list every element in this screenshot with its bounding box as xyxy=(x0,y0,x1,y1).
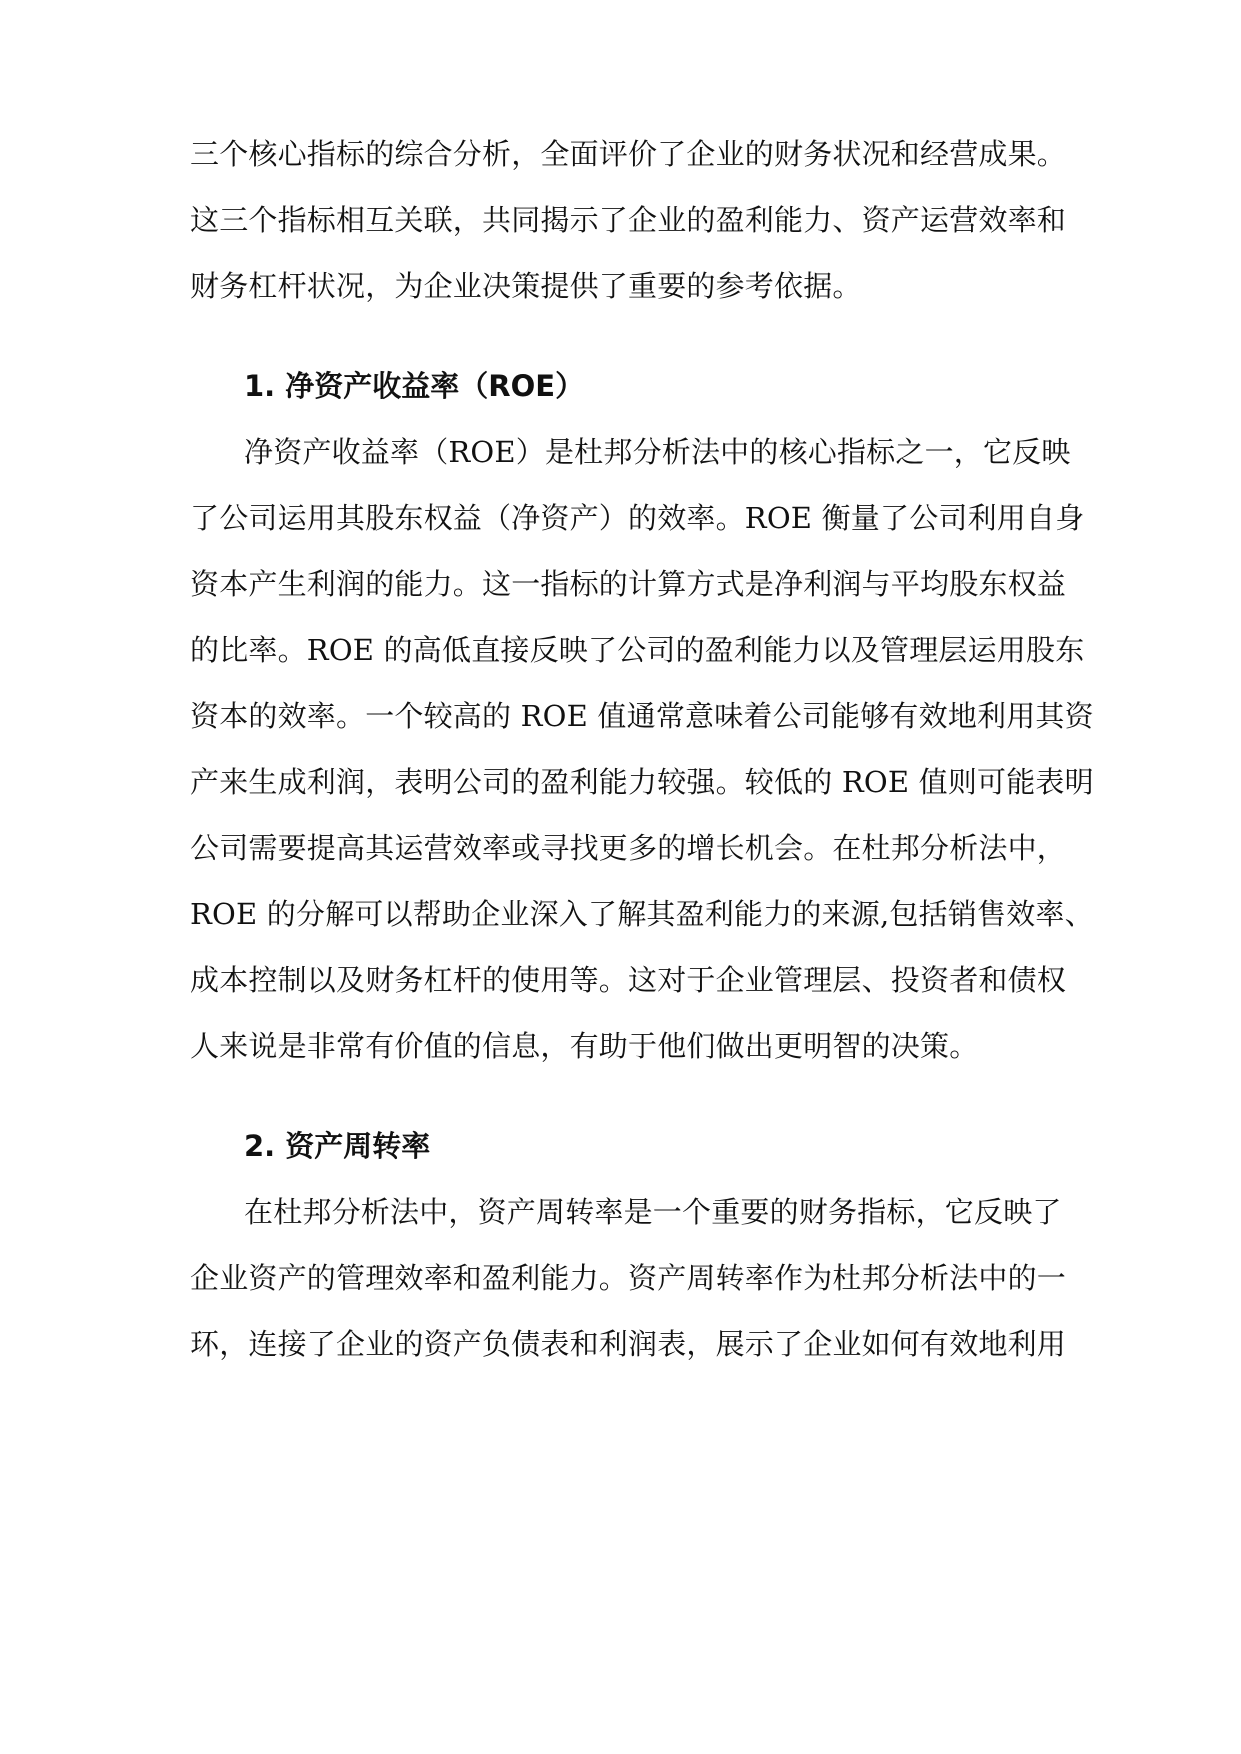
intro-line-1: 三个核心指标的综合分析，全面评价了企业的财务状况和经营成果。 xyxy=(190,137,1067,171)
section-1-heading: 1. 净资产收益率（ROE） xyxy=(244,369,585,403)
section-1-line-10: 人来说是非常有价值的信息，有助于他们做出更明智的决策。 xyxy=(190,1029,979,1063)
intro-line-2: 这三个指标相互关联，共同揭示了企业的盈利能力、资产运营效率和 xyxy=(190,203,1067,237)
section-1-line-2: 了公司运用其股东权益（净资产）的效率。ROE 衡量了公司利用自身 xyxy=(190,501,1085,535)
section-1-line-3: 资本产生利润的能力。这一指标的计算方式是净利润与平均股东权益 xyxy=(190,567,1067,601)
intro-line-3: 财务杠杆状况，为企业决策提供了重要的参考依据。 xyxy=(190,269,862,303)
section-1-line-6: 产来生成利润，表明公司的盈利能力较强。较低的 ROE 值则可能表明 xyxy=(190,765,1094,799)
section-1-line-7: 公司需要提高其运营效率或寻找更多的增长机会。在杜邦分析法中， xyxy=(190,831,1067,865)
section-1-line-4: 的比率。ROE 的高低直接反映了公司的盈利能力以及管理层运用股东 xyxy=(190,633,1085,667)
section-1-line-5: 资本的效率。一个较高的 ROE 值通常意味着公司能够有效地利用其资 xyxy=(190,699,1094,733)
section-2-line-3: 环，连接了企业的资产负债表和利润表，展示了企业如何有效地利用 xyxy=(190,1327,1067,1361)
section-1-line-8: ROE 的分解可以帮助企业深入了解其盈利能力的来源,包括销售效率、 xyxy=(190,897,1094,931)
section-1-line-9: 成本控制以及财务杠杆的使用等。这对于企业管理层、投资者和债权 xyxy=(190,963,1067,997)
section-1-line-1: 净资产收益率（ROE）是杜邦分析法中的核心指标之一，它反映 xyxy=(244,435,1071,469)
section-2-heading: 2. 资产周转率 xyxy=(244,1129,431,1163)
section-2-line-2: 企业资产的管理效率和盈利能力。资产周转率作为杜邦分析法中的一 xyxy=(190,1261,1067,1295)
section-2-line-1: 在杜邦分析法中，资产周转率是一个重要的财务指标，它反映了 xyxy=(244,1195,1062,1229)
